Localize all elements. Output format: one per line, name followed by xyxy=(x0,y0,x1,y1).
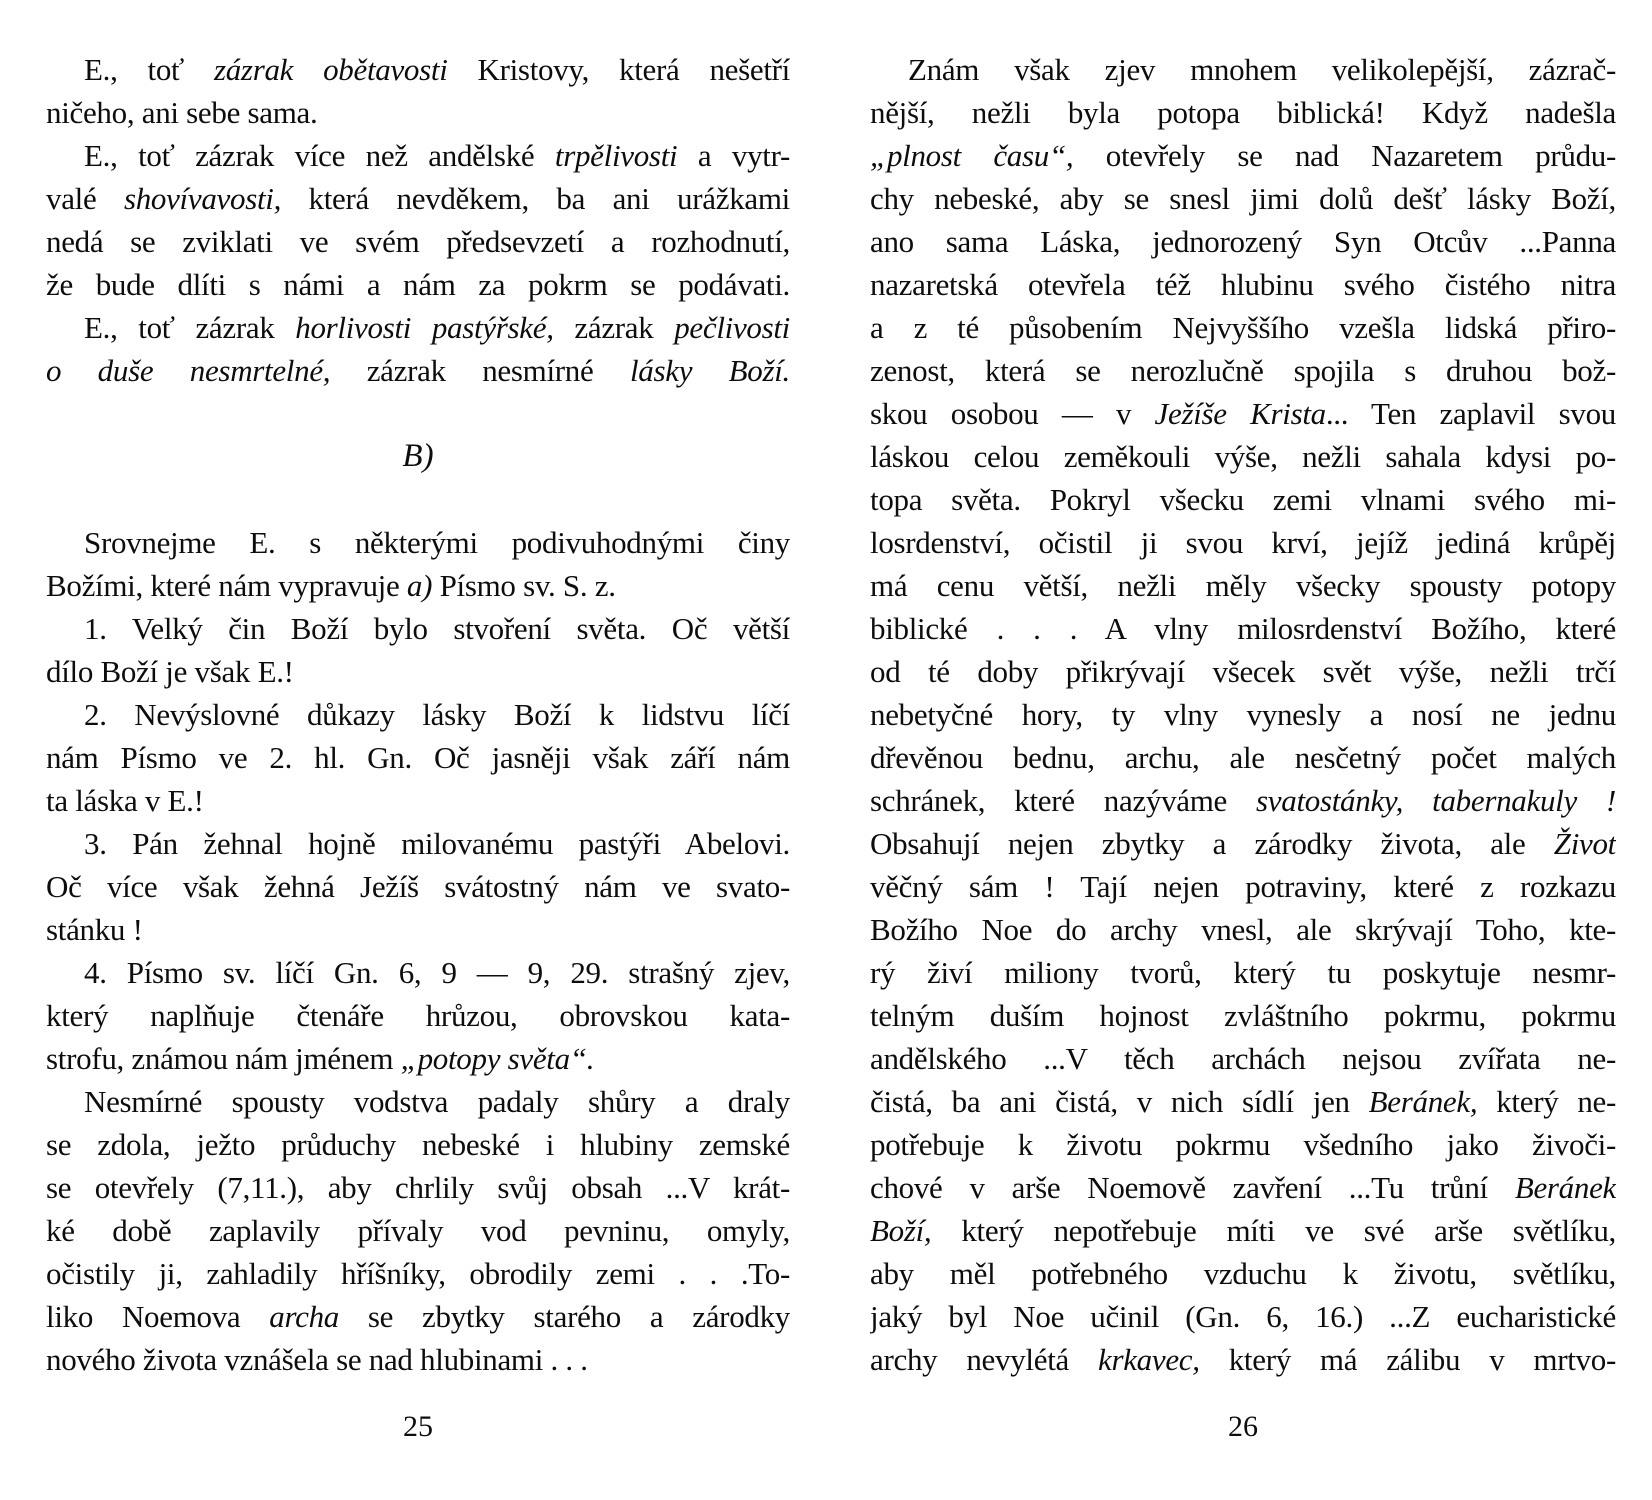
text-line xyxy=(870,908,1616,951)
text-line xyxy=(870,1080,1616,1123)
text-line xyxy=(870,736,1616,779)
body-text: zenost, která se nerozlučně spojila s druhou bož- xyxy=(870,353,1616,388)
emphasis-text: Beránek xyxy=(1514,1170,1616,1205)
body-text: andělského ...V těch archách nejsou zvířata ne- xyxy=(870,1041,1616,1076)
text-line xyxy=(870,177,1616,220)
body-text: zázrak nesmírné xyxy=(330,353,630,388)
text-line xyxy=(870,994,1616,1037)
body-text: čistá, ba ani čistá, v nich sídlí jen xyxy=(870,1084,1369,1119)
body-text: se zdola, ježto průduchy nebeské i hlubiny zemské xyxy=(46,1127,790,1162)
text-line xyxy=(46,650,790,693)
text-line xyxy=(46,306,790,349)
body-text: Znám však zjev mnohem velikolepější, zázrač- xyxy=(908,52,1616,87)
text-line xyxy=(46,951,790,994)
body-text: který nepotřebuje míti ve své arše světlíku, xyxy=(931,1213,1616,1248)
text-line xyxy=(46,607,790,650)
text-line xyxy=(870,48,1616,91)
text-line xyxy=(870,1295,1616,1338)
body-text: losrdenství, očistil ji svou krví, jejíž jediná krůpěj xyxy=(870,525,1616,560)
body-text: archy nevylétá xyxy=(870,1342,1098,1377)
text-line xyxy=(870,822,1616,865)
body-text: dřevěnou bednu, archu, ale nesčetný počet malých xyxy=(870,740,1616,775)
body-text: E., toť zázrak xyxy=(84,310,296,345)
body-text: biblické . . . A vlny milosrdenství Božího, které xyxy=(870,611,1616,646)
body-text: dílo Boží je však E.! xyxy=(46,654,294,689)
text-line xyxy=(46,521,790,564)
text-line xyxy=(46,1166,790,1209)
body-text: se zbytky starého a zárodky xyxy=(338,1299,790,1334)
body-text: ano sama Láska, jednorozený Syn Otcův ...Panna xyxy=(870,224,1616,259)
body-text: ta láska v E.! xyxy=(46,783,204,818)
body-text: Božími, které nám vypravuje xyxy=(46,568,407,603)
body-text: 2. Nevýslovné důkazy lásky Boží k lidstvu líčí xyxy=(84,697,790,732)
body-text: Oč více však žehná Ježíš svátostný nám ve svato- xyxy=(46,869,790,904)
body-text: topa světa. Pokryl všecku zemi vlnami svého mi- xyxy=(870,482,1616,517)
body-text: Božího Noe do archy vnesl, ale skrývají Toho, kte- xyxy=(870,912,1616,947)
body-text: telným duším hojnost zvláštního pokrmu, pokrmu xyxy=(870,998,1616,1033)
text-line xyxy=(870,306,1616,349)
text-line xyxy=(870,521,1616,564)
body-text: se otevřely (7,11.), aby chrlily svůj obsah ...V krát- xyxy=(46,1170,790,1205)
body-text: který ne- xyxy=(1477,1084,1616,1119)
emphasis-text: „plnost času“, xyxy=(870,138,1074,173)
body-text: nám Písmo ve 2. hl. Gn. Oč jasněji však září nám xyxy=(46,740,790,775)
body-text: očistily ji, zahladily hříšníky, obrodily zemi . . .To- xyxy=(46,1256,790,1291)
page-25-number: 25 xyxy=(403,1410,433,1443)
body-text: Kristovy, která nešetří xyxy=(447,52,790,87)
text-line xyxy=(870,607,1616,650)
body-text: nedá se zviklati ve svém předsevzetí a rozhodnutí, xyxy=(46,224,790,259)
text-line xyxy=(46,177,790,220)
emphasis-text: trpělivosti xyxy=(554,138,678,173)
body-text: aby měl potřebného vzduchu k životu, světlíku, xyxy=(870,1256,1616,1291)
text-line xyxy=(46,1252,790,1295)
text-line xyxy=(870,951,1616,994)
body-text: 1. Velký čin Boží bylo stvoření světa. Oč větší xyxy=(84,611,790,646)
body-text: nazaretská otevřela též hlubinu svého čistého nitra xyxy=(870,267,1616,302)
body-text: od té doby přikrývají všecek svět výše, nežli trčí xyxy=(870,654,1616,689)
text-line xyxy=(46,1338,790,1381)
body-text: valé xyxy=(46,181,124,216)
body-text: Srovnejme E. s některými podivuhodnými činy xyxy=(84,525,790,560)
body-text: ... Ten zaplavil svou xyxy=(1325,396,1616,431)
text-line xyxy=(870,1123,1616,1166)
text-line xyxy=(46,1209,790,1252)
body-text: rý živí miliony tvorů, který tu poskytuje nesmr- xyxy=(870,955,1616,990)
body-text: ké době zaplavily přívaly vod pevninu, omyly, xyxy=(46,1213,790,1248)
section-heading: B) xyxy=(402,438,434,474)
body-text: strofu, známou nám jménem xyxy=(46,1041,401,1076)
text-line xyxy=(870,134,1616,177)
text-line xyxy=(46,822,790,865)
text-line xyxy=(46,693,790,736)
text-line xyxy=(46,1037,790,1080)
page-26 xyxy=(870,48,1616,1500)
text-line xyxy=(870,693,1616,736)
emphasis-text: Beránek, xyxy=(1368,1084,1478,1119)
body-text: který má zálibu v mrtvo- xyxy=(1199,1342,1616,1377)
emphasis-text: o duše nesmrtelné, xyxy=(46,353,331,388)
page-26-number: 26 xyxy=(1228,1410,1258,1443)
emphasis-text: archa xyxy=(269,1299,339,1334)
emphasis-text: svatostánky, tabernakuly ! xyxy=(1256,783,1616,818)
body-text: nového života vznášela se nad hlubinami . . . xyxy=(46,1342,588,1377)
text-line xyxy=(46,48,790,91)
body-text: 3. Pán žehnal hojně milovanému pastýři Abelovi. xyxy=(84,826,790,861)
body-text: schránek, které nazýváme xyxy=(870,783,1257,818)
text-line xyxy=(46,779,790,822)
text-line xyxy=(46,865,790,908)
text-line xyxy=(870,650,1616,693)
text-line xyxy=(870,263,1616,306)
emphasis-text: „potopy světa“. xyxy=(400,1041,595,1076)
body-text: Nesmírné spousty vodstva padaly shůry a draly xyxy=(84,1084,790,1119)
text-line xyxy=(46,1295,790,1338)
body-text: Obsahují nejen zbytky a zárodky života, ale xyxy=(870,826,1554,861)
page-25-text-column xyxy=(46,48,790,1381)
body-text: že bude dlíti s námi a nám za pokrm se podávati. xyxy=(46,267,790,302)
text-line xyxy=(46,908,790,951)
body-text: má cenu větší, nežli měly všecky spousty potopy xyxy=(870,568,1616,603)
body-text: liko Noemova xyxy=(46,1299,270,1334)
text-line xyxy=(870,1252,1616,1295)
text-line xyxy=(46,994,790,1037)
text-line xyxy=(46,1080,790,1123)
body-text: jaký byl Noe učinil (Gn. 6, 16.) ...Z eucharistické xyxy=(870,1299,1616,1334)
text-line xyxy=(870,1338,1616,1381)
body-text: 4. Písmo sv. líčí Gn. 6, 9 — 9, 29. strašný zjev, xyxy=(84,955,790,990)
text-line xyxy=(870,435,1616,478)
body-text: chy nebeské, aby se snesl jimi dolů dešť lásky Boží, xyxy=(870,181,1616,216)
text-line xyxy=(46,134,790,177)
text-line xyxy=(46,564,790,607)
body-text: ničeho, ani sebe sama. xyxy=(46,95,318,130)
emphasis-text: horlivosti pastýřské, xyxy=(295,310,554,345)
text-line xyxy=(870,1166,1616,1209)
emphasis-text: zázrak obětavosti xyxy=(213,52,448,87)
text-line xyxy=(870,564,1616,607)
text-line xyxy=(46,1123,790,1166)
emphasis-text: shovívavosti, xyxy=(123,181,282,216)
text-line xyxy=(46,736,790,779)
body-text: láskou celou zeměkouli výše, nežli sahala kdysi po- xyxy=(870,439,1616,474)
emphasis-text: a) xyxy=(406,568,433,603)
body-text: věčný sám ! Tají nejen potraviny, které z rozkazu xyxy=(870,869,1616,904)
emphasis-text: krkavec, xyxy=(1097,1342,1200,1377)
text-line xyxy=(870,349,1616,392)
body-text: chové v arše Noemově zavření ...Tu trůní xyxy=(870,1170,1515,1205)
body-text: a vytr- xyxy=(677,138,790,173)
page-25 xyxy=(46,48,790,1500)
emphasis-text: pečlivosti xyxy=(674,310,790,345)
body-text: zázrak xyxy=(553,310,675,345)
body-text: Písmo sv. S. z. xyxy=(432,568,616,603)
text-line xyxy=(870,1209,1616,1252)
emphasis-text: Boží, xyxy=(870,1213,932,1248)
text-line xyxy=(46,349,790,392)
body-text: skou osobou — v xyxy=(870,396,1155,431)
body-text: nější, nežli byla potopa biblická! Když nadešla xyxy=(870,95,1616,130)
page-26-text-column xyxy=(870,48,1616,1381)
body-text: nebetyčné hory, ty vlny vynesly a nosí ne jednu xyxy=(870,697,1616,732)
text-line xyxy=(46,263,790,306)
body-text: potřebuje k životu pokrmu všedního jako živoči- xyxy=(870,1127,1616,1162)
body-text: E., toť xyxy=(84,52,214,87)
emphasis-text: lásky Boží. xyxy=(629,353,790,388)
text-line xyxy=(870,865,1616,908)
text-line xyxy=(870,91,1616,134)
body-text: otevřely se nad Nazaretem průdu- xyxy=(1073,138,1616,173)
text-line xyxy=(870,478,1616,521)
emphasis-text: Život xyxy=(1553,826,1616,861)
text-line xyxy=(46,91,790,134)
text-line xyxy=(870,779,1616,822)
text-line xyxy=(46,220,790,263)
body-text: který naplňuje čtenáře hrůzou, obrovskou kata- xyxy=(46,998,790,1033)
text-line xyxy=(870,392,1616,435)
body-text: a z té působením Nejvyššího vzešla lidská přiro- xyxy=(870,310,1616,345)
emphasis-text: Ježíše Krista xyxy=(1154,396,1326,431)
body-text: stánku ! xyxy=(46,912,143,947)
body-text: E., toť zázrak více než andělské xyxy=(84,138,555,173)
body-text: která nevděkem, ba ani urážkami xyxy=(281,181,790,216)
text-line xyxy=(870,1037,1616,1080)
text-line xyxy=(870,220,1616,263)
